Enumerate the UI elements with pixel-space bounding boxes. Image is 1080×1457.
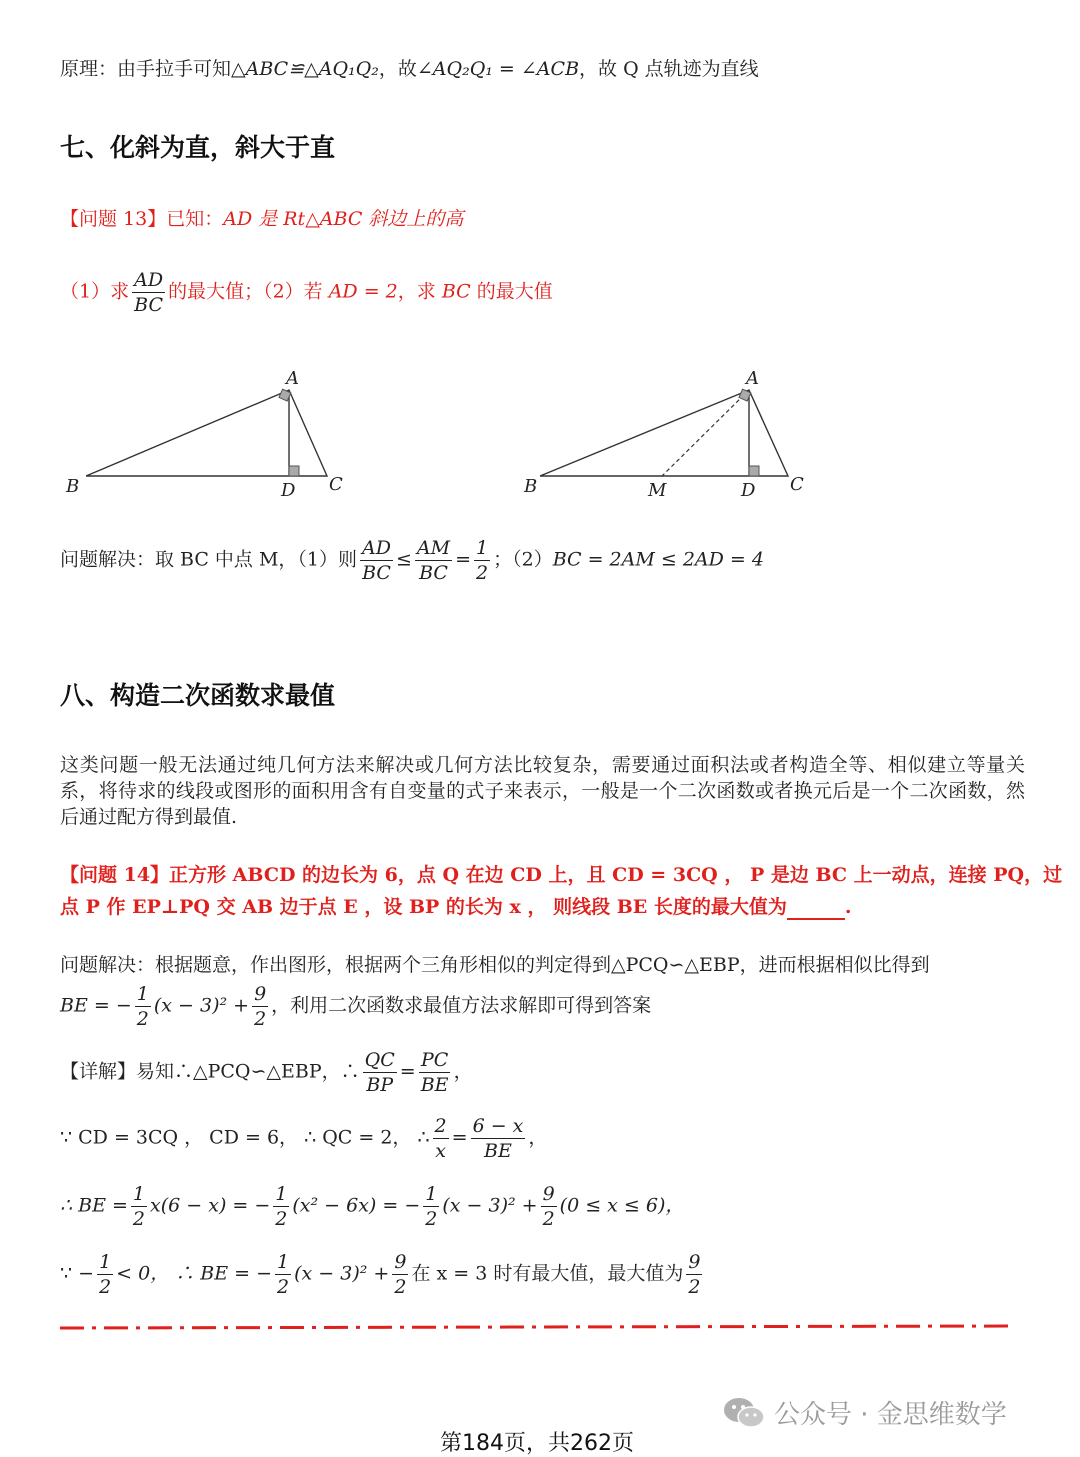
problem-13-statement: 【问题 13】已知：AD 是 Rt△ABC 斜边上的高	[60, 208, 464, 230]
detail-line-1: 【详解】易知∴△PCQ∽△EBP，∴ $\frac{QC}{BP}$ = $\frac{PC}{BE}$ ，	[60, 1049, 473, 1096]
section-8-intro: 这类问题一般无法通过纯几何方法来解决或几何方法比较复杂，需要通过面积法或者构造全等、相似建立等量关系，将待求的线段或图形的面积用含有自变量的式子来表示，一般是一个二次函数或者换元后是一个二次函数，然后通过配方得到最值.	[60, 754, 1025, 828]
label-m-right: M	[648, 480, 667, 501]
section-divider	[0, 1322, 1080, 1334]
watermark: 公众号 · 金思维数学	[722, 1394, 1007, 1431]
wechat-icon	[722, 1396, 766, 1430]
page-number: 第184页，共262页	[440, 1431, 634, 1456]
section-7-heading: 七、化斜为直，斜大于直	[60, 133, 336, 162]
label-b-right: B	[524, 476, 538, 497]
label-a-left: A	[286, 368, 299, 389]
problem-14-line2: 点 P 作 EP⊥PQ 交 AB 边于点 E ，设 BP 的长为 x ， 则线段 BE 长度的最大值为 .	[60, 896, 852, 918]
solution-13: 问题解决：取 BC 中点 M，（1）则 $\frac{AD}{BC}$ ≤ $\frac{AM}{BC}$ = $\frac{1}{2}$ ；（2）BC = 2AM ≤ 2AD = 4	[60, 537, 764, 584]
answer-blank	[787, 900, 845, 920]
triangle-figures	[0, 362, 1080, 502]
label-c-left: C	[329, 474, 343, 495]
problem-14-line1: 【问题 14】正方形 ABCD 的边长为 6，点 Q 在边 CD 上，且 CD = 3CQ ， P 是边 BC 上一动点，连接 PQ，过	[60, 864, 1063, 886]
label-c-right: C	[790, 474, 804, 495]
right-angle-mark-d	[289, 466, 299, 476]
fraction-ad-bc: $\frac{AD}{BC}$	[134, 269, 164, 316]
label-d-left: D	[281, 480, 296, 501]
section-8-heading: 八、构造二次函数求最值	[60, 681, 336, 710]
right-triangle	[523, 368, 804, 501]
congruence-expr: △ABC≌△AQ₁Q₂	[231, 58, 379, 80]
label-b-left: B	[66, 476, 80, 497]
median-am	[662, 390, 749, 476]
detail-line-4: ∵ − $\frac{1}{2}$ < 0， ∴ BE = − $\frac{1}{2}$ (x − 3)² + $\frac{9}{2}$ 在 x = 3 时有最大值，最大值为 $\frac{9}{2}$	[60, 1251, 701, 1298]
solution-14-line1: 问题解决：根据题意，作出图形，根据两个三角形相似的判定得到△PCQ∽△EBP，进而根据相似比得到	[60, 954, 930, 976]
angle-expr: ∠AQ₂Q₁ = ∠ACB	[416, 58, 580, 80]
problem-13-parts: （1）求 $\frac{AD}{BC}$ 的最大值；（2）若 AD = 2，求 BC 的最大值	[60, 269, 553, 316]
label-d-right: D	[741, 480, 756, 501]
left-triangle	[65, 368, 343, 501]
principle-line: 原理：由手拉手可知△ABC≌△AQ₁Q₂，故∠AQ₂Q₁ = ∠ACB，故 Q 点轨迹为直线	[60, 58, 759, 80]
solution-14-line2: BE = − $\frac{1}{2}$ (x − 3)² + $\frac{9}{2}$ ，利用二次函数求最值方法求解即可得到答案	[60, 983, 652, 1030]
detail-line-2: ∵ CD = 3CQ ， CD = 6， ∴ QC = 2， ∴ $\frac{2}{x}$ = $\frac{6 - x}{BE}$ ，	[60, 1115, 548, 1162]
label-a-right: A	[746, 368, 759, 389]
right-angle-mark-d2	[749, 466, 759, 476]
detail-line-3: ∴ BE = $\frac{1}{2}$ x(6 − x) = − $\frac{1}{2}$ (x² − 6x) = − $\frac{1}{2}$ (x − 3)² + $\frac{9}{2}$ (0 ≤ x ≤ 6)，	[60, 1183, 685, 1230]
